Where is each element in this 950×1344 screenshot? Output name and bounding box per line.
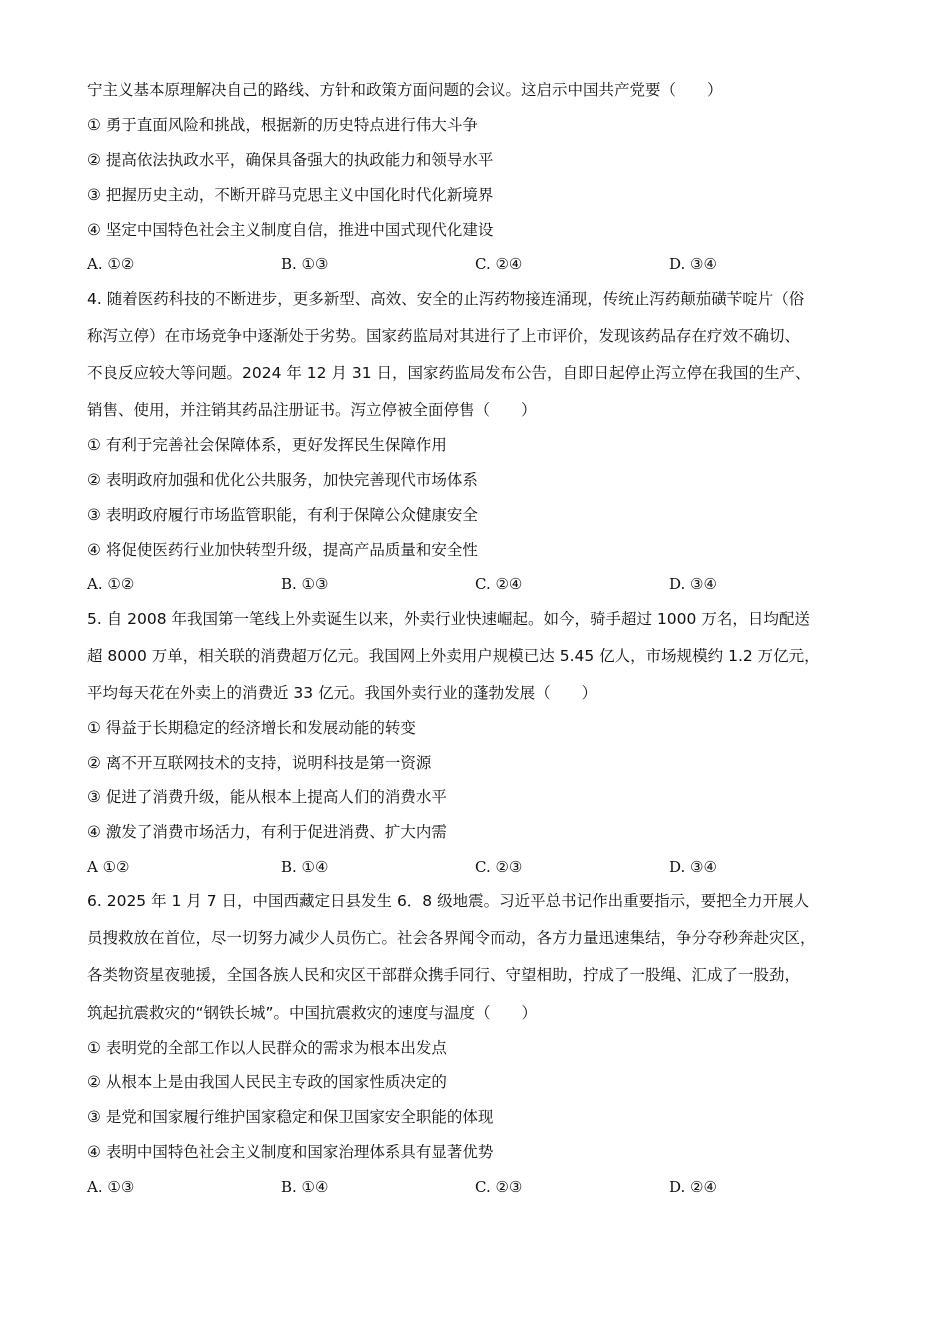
option-a: A. ①② — [87, 575, 135, 593]
question-stem-line: 超 8000 万单，相关联的消费超万亿元。我国网上外卖用户规模已达 5.45 亿人，市场规模约 1.2 万亿元， — [87, 647, 820, 665]
option-d: D. ③④ — [669, 575, 717, 593]
question-stem-line: 称泻立停）在市场竞争中逐渐处于劣势。国家药监局对其进行了上市评价，发现该药品存在疗效不确切、 — [87, 327, 801, 345]
choice-item-1: ① 勇于直面风险和挑战，根据新的历史特点进行伟大斗争 — [87, 116, 478, 134]
choice-item-1: ① 表明党的全部工作以人民群众的需求为根本出发点 — [87, 1039, 447, 1057]
question-stem-line: 5. 自 2008 年我国第一笔线上外卖诞生以来，外卖行业快速崛起。如今，骑手超过 1000 万名，日均配送 — [87, 610, 810, 628]
option-a: A. ①② — [87, 255, 135, 273]
choice-item-4: ④ 表明中国特色社会主义制度和国家治理体系具有显著优势 — [87, 1143, 494, 1161]
answer-options — [87, 574, 907, 594]
choice-item-4: ④ 将促使医药行业加快转型升级，提高产品质量和安全性 — [87, 541, 478, 559]
choice-item-3: ③ 促进了消费升级，能从根本上提高人们的消费水平 — [87, 788, 447, 806]
question-stem-line: 筑起抗震救灾的“钢铁长城”。中国抗震救灾的速度与温度（ ） — [87, 1004, 538, 1022]
choice-item-2: ② 提高依法执政水平，确保具备强大的执政能力和领导水平 — [87, 151, 494, 169]
question-stem-line: 员搜救放在首位，尽一切努力减少人员伤亡。社会各界闻令而动，各方力量迅速集结，争分夺秒奔赴灾区， — [87, 929, 816, 947]
choice-item-2: ② 从根本上是由我国人民民主专政的国家性质决定的 — [87, 1073, 447, 1091]
answer-options — [87, 857, 907, 877]
choice-item-4: ④ 激发了消费市场活力，有利于促进消费、扩大内需 — [87, 823, 447, 841]
question-stem-line: 6. 2025 年 1 月 7 日，中国西藏定日县发生 6．8 级地震。习近平总书记作出重要指示，要把全力开展人 — [87, 892, 810, 910]
question-stem-line: 各类物资星夜驰援，全国各族人民和灾区干部群众携手同行、守望相助，拧成了一股绳、汇成了一股劲， — [87, 966, 801, 984]
choice-item-1: ① 得益于长期稳定的经济增长和发展动能的转变 — [87, 719, 416, 737]
question-stem-line: 4. 随着医药科技的不断进步，更多新型、高效、安全的止泻药物接连涌现，传统止泻药颠茄磺苄啶片（俗 — [87, 290, 805, 308]
question-stem-line: 销售、使用，并注销其药品注册证书。泻立停被全面停售（ ） — [87, 401, 537, 419]
option-d: D. ③④ — [669, 255, 717, 273]
option-a: A. ①③ — [87, 1178, 135, 1196]
option-d: D. ②④ — [669, 1178, 717, 1196]
question-stem-line: 宁主义基本原理解决自己的路线、方针和政策方面问题的会议。这启示中国共产党要（ ） — [87, 81, 723, 99]
option-d: D. ③④ — [669, 858, 717, 876]
option-b: B. ①③ — [281, 575, 329, 593]
answer-options — [87, 1177, 907, 1197]
question-stem-line: 平均每天花在外卖上的消费近 33 亿元。我国外卖行业的蓬勃发展（ ） — [87, 684, 598, 702]
choice-item-3: ③ 把握历史主动，不断开辟马克思主义中国化时代化新境界 — [87, 186, 494, 204]
option-c: C. ②④ — [475, 255, 523, 273]
option-c: C. ②④ — [475, 575, 523, 593]
choice-item-1: ① 有利于完善社会保障体系，更好发挥民生保障作用 — [87, 436, 447, 454]
choice-item-3: ③ 是党和国家履行维护国家稳定和保卫国家安全职能的体现 — [87, 1108, 494, 1126]
option-c: C. ②③ — [475, 1178, 523, 1196]
answer-options — [87, 254, 907, 274]
option-a: A ①② — [87, 858, 130, 876]
question-stem-line: 不良反应较大等问题。2024 年 12 月 31 日，国家药监局发布公告，自即日起停止泻立停在我国的生产、 — [87, 364, 811, 382]
option-b: B. ①③ — [281, 255, 329, 273]
choice-item-3: ③ 表明政府履行市场监管职能，有利于保障公众健康安全 — [87, 506, 478, 524]
choice-item-4: ④ 坚定中国特色社会主义制度自信，推进中国式现代化建设 — [87, 221, 494, 239]
choice-item-2: ② 离不开互联网技术的支持，说明科技是第一资源 — [87, 754, 432, 772]
option-c: C. ②③ — [475, 858, 523, 876]
option-b: B. ①④ — [281, 858, 329, 876]
choice-item-2: ② 表明政府加强和优化公共服务，加快完善现代市场体系 — [87, 471, 478, 489]
option-b: B. ①④ — [281, 1178, 329, 1196]
